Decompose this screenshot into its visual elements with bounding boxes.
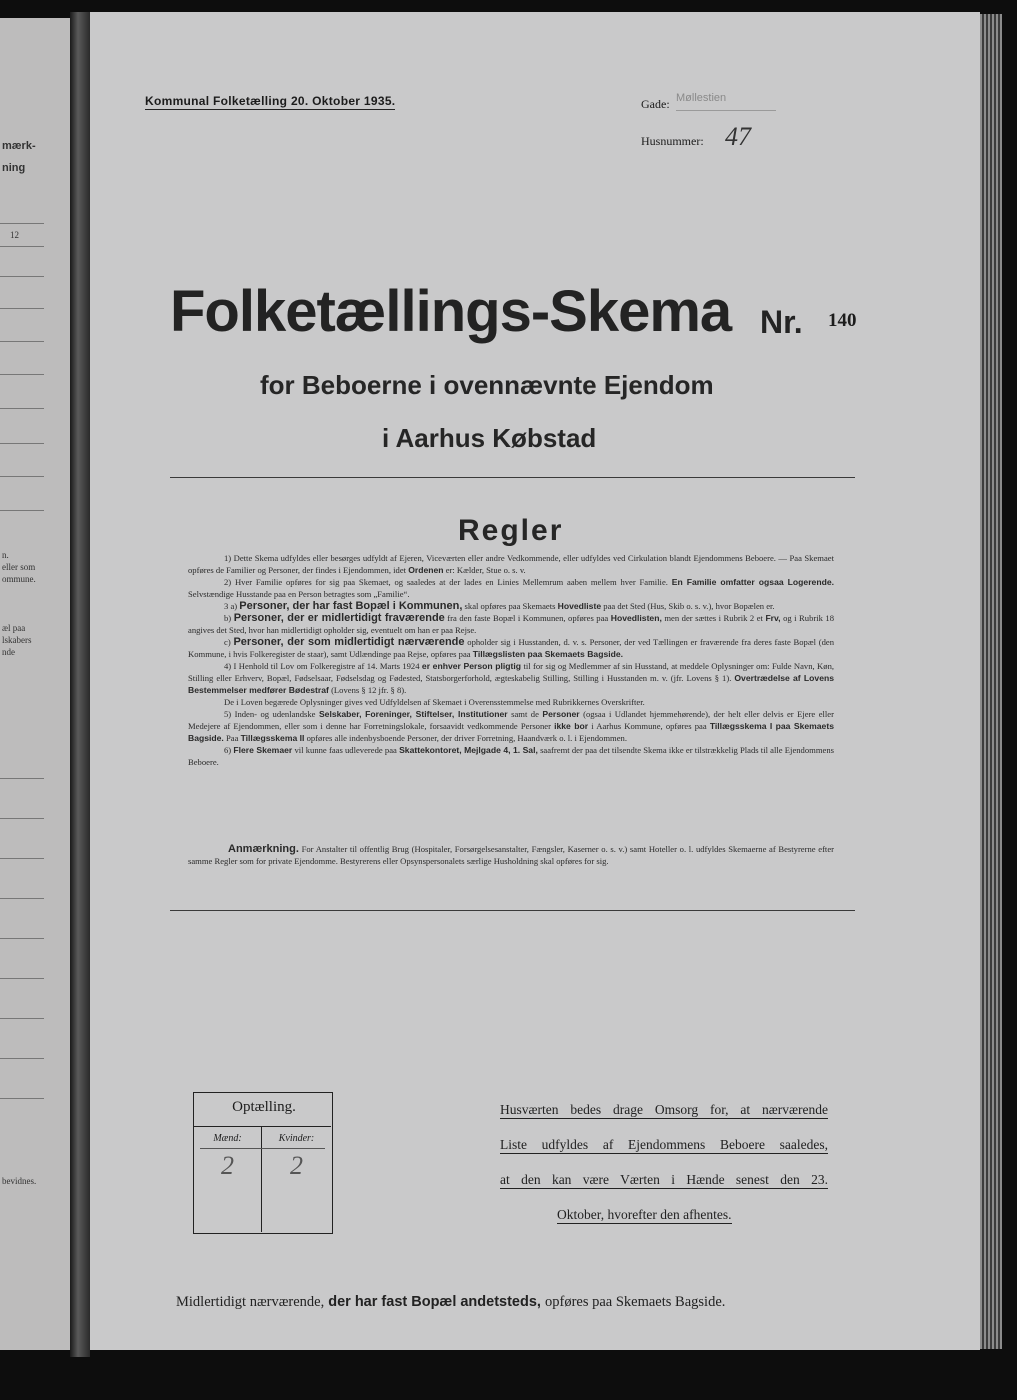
left-page-heading: ning xyxy=(2,162,26,174)
street-label: Gade: xyxy=(641,97,670,111)
left-page-fragment: nde xyxy=(2,647,15,657)
left-page-fragment: n. xyxy=(2,550,9,560)
rule-6: 6) Flere Skemaer vil kunne faas udleverede paa Skattekontoret, Mejlgade 4, 1. Sal, saafremt der paa det tilsendte Skema ikke er tilstrækkelig Plads til alle Ejendommens Beboere. xyxy=(188,745,834,767)
count-box-divider xyxy=(200,1148,325,1149)
rule-3a: 3 a) Personer, der har fast Bopæl i Kommunen, skal opføres paa Skemaets Hovedliste paa det Sted (Hus, Skib o. s. v.), hvor Bopælen er. xyxy=(224,600,775,612)
footer-part-bold: der har fast Bopæl andetsteds, xyxy=(328,1294,541,1310)
remark-text: For Anstalter til offentlig Brug (Hospitaler, Forsørgelsesanstalter, Fængsler, Kaserner o. s. v.) samt Hoteller o. l. udfyldes Skemaerne af Bestyrerne efter samme Regler som for private Ejendomme. Bestyrerens eller Opsynspersonalets særlige Husholdning skal opføres for sig. xyxy=(188,844,834,866)
left-page-rule xyxy=(0,1098,44,1099)
landlord-note-line: Oktober, hvorefter den afhentes. xyxy=(557,1207,732,1222)
street-underline xyxy=(676,110,776,111)
rule-4b: De i Loven begærede Oplysninger gives ved Udfyldelsen af Skemaet i Overensstemmelse med Rubrikkernes Overskrifter. xyxy=(224,697,645,707)
street-value: Møllestien xyxy=(676,92,727,104)
left-page-fragment: lskabers xyxy=(2,635,32,645)
book-gutter xyxy=(70,12,90,1357)
census-header: Kommunal Folketælling 20. Oktober 1935. xyxy=(145,94,396,108)
footer-note xyxy=(176,1294,725,1311)
count-box xyxy=(193,1092,333,1234)
rule-5: 5) Inden- og udenlandske Selskaber, Foreninger, Stiftelser, Institutioner samt de Personer (ogsaa i Udlandet hjemmehørende), der helt eller delvis er Ejere eller Medejere af Ejendommen, eller som i denne har Forretningslokale, forsaavidt vedkommende Personer ikke bor i Aarhus Kommune, opføres paa Tillægsskema I paa Skemaets Bagside. Paa Tillægsskema II opføres alle indenbysboende Personer, der driver Forretning, Haandværk o. l. i Ejendommen. xyxy=(188,709,834,743)
left-page-rule xyxy=(0,778,44,779)
remark-label: Anmærkning. xyxy=(228,843,299,855)
form-subtitle: i Aarhus Købstad xyxy=(382,423,597,453)
left-page-rule xyxy=(0,898,44,899)
left-page-fragment: eller som xyxy=(2,562,36,572)
left-page-rule xyxy=(0,1018,44,1019)
left-page-rule xyxy=(0,374,44,375)
landlord-note-line: at den kan være Værten i Hænde senest den 23. xyxy=(500,1172,828,1187)
count-box-divider xyxy=(194,1126,331,1127)
left-page-rule xyxy=(0,978,44,979)
women-label: Kvinder: xyxy=(278,1133,315,1144)
remark xyxy=(188,843,834,867)
rules-heading: Regler xyxy=(458,514,564,547)
house-number-label: Husnummer: xyxy=(641,134,704,148)
left-page-rule xyxy=(0,308,44,309)
left-page-rule xyxy=(0,510,44,511)
rule-4: 4) I Henhold til Lov om Folkeregistre af 14. Marts 1924 er enhver Person pligtig til for sig og Medlemmer af sin Husstand, at meddele Oplysninger om: Fulde Navn, Køn, Stilling eller Erhverv, Bopæl, Fødselsaar, Fødselsdag og Fødested, Statsborgerforhold, ægteskabelig Stilling, Stilling i Husstanden m. v. (jfr. Lovens § 1). Overtrædelse af Lovens Bestemmelser medfører Bødestraf (Lovens § 12 jfr. § 8). xyxy=(188,661,835,695)
landlord-note-line: Husværten bedes drage Omsorg for, at nærværende xyxy=(500,1102,828,1117)
women-count-value: 2 xyxy=(290,1151,303,1180)
left-page-fragment: ommune. xyxy=(2,574,36,584)
rule-2: 2) Hver Familie opføres for sig paa Skemaet, og saaledes at der lades en Linies Mellemrum aaben mellem hver Familie. En Familie omfatter ogsaa Logerende. Selvstændige Husstande paa en Person betragtes som „Familie“. xyxy=(188,577,834,599)
divider xyxy=(170,910,855,911)
form-title: Folketællings-Skema xyxy=(170,279,732,344)
rule-3c: c) Personer, der som midlertidigt nærværende opholder sig i Husstanden, d. v. s. Personer, der ved Tællingen er fraværende fra deres faste Bopæl (den Kommune, i hvis Folkeregister de staar), samt Udlændinge paa Rejse, opføres paa Tillægslisten paa Skemaets Bagside. xyxy=(188,636,834,659)
left-page-rule xyxy=(0,276,44,277)
form-number-label: Nr. xyxy=(760,304,803,340)
rules-text xyxy=(188,552,834,768)
rule-1: 1) Dette Skema udfyldes eller besørges udfyldt af Ejeren, Viceværten eller andre Vedkommende, eller udfyldes ved Cirkulation blandt Ejendommens Beboere. — Paa Skemaet opføres de Familier og Personer, der findes i Ejendommen, idet Ordenen er: Kælder, Stue o. s. v. xyxy=(188,553,834,575)
left-page-heading: mærk- xyxy=(2,140,36,152)
footer-part: opføres paa Skemaets Bagside. xyxy=(544,1294,726,1310)
footer-part: Midlertidigt nærværende, xyxy=(176,1294,325,1310)
left-page-rule xyxy=(0,246,44,247)
left-page-fragment: æl paa xyxy=(2,623,26,633)
left-page-rule xyxy=(0,443,44,444)
left-page-rule xyxy=(0,858,44,859)
left-page-fragment: bevidnes. xyxy=(2,1176,37,1186)
left-page-edge xyxy=(0,18,70,1350)
men-count-value: 2 xyxy=(221,1151,234,1180)
count-title: Optælling. xyxy=(232,1099,296,1115)
men-label: Mænd: xyxy=(213,1133,242,1144)
divider xyxy=(170,477,855,478)
form-number-value: 140 xyxy=(828,310,857,331)
left-page-rule xyxy=(0,1058,44,1059)
form-subtitle: for Beboerne i ovennævnte Ejendom xyxy=(260,370,714,400)
house-number-value: 47 xyxy=(725,122,751,151)
left-page-rule xyxy=(0,408,44,409)
rule-3b: b) Personer, der er midlertidigt fraværende fra den faste Bopæl i Kommunen, opføres paa Hovedlisten, men der sættes i Rubrik 2 et Frv, og i Rubrik 18 angives det Sted, hvor han midlertidigt opholder sig, eventuelt om han er paa Rejse. xyxy=(188,612,835,635)
left-page-rule xyxy=(0,818,44,819)
left-page-rule xyxy=(0,223,44,224)
left-page-rule xyxy=(0,938,44,939)
left-page-rule xyxy=(0,476,44,477)
landlord-note-line: Liste udfyldes af Ejendommens Beboere saaledes, xyxy=(500,1137,828,1152)
left-page-rule xyxy=(0,341,44,342)
left-page-col-number: 12 xyxy=(10,230,19,240)
page-edges xyxy=(980,14,1002,1349)
